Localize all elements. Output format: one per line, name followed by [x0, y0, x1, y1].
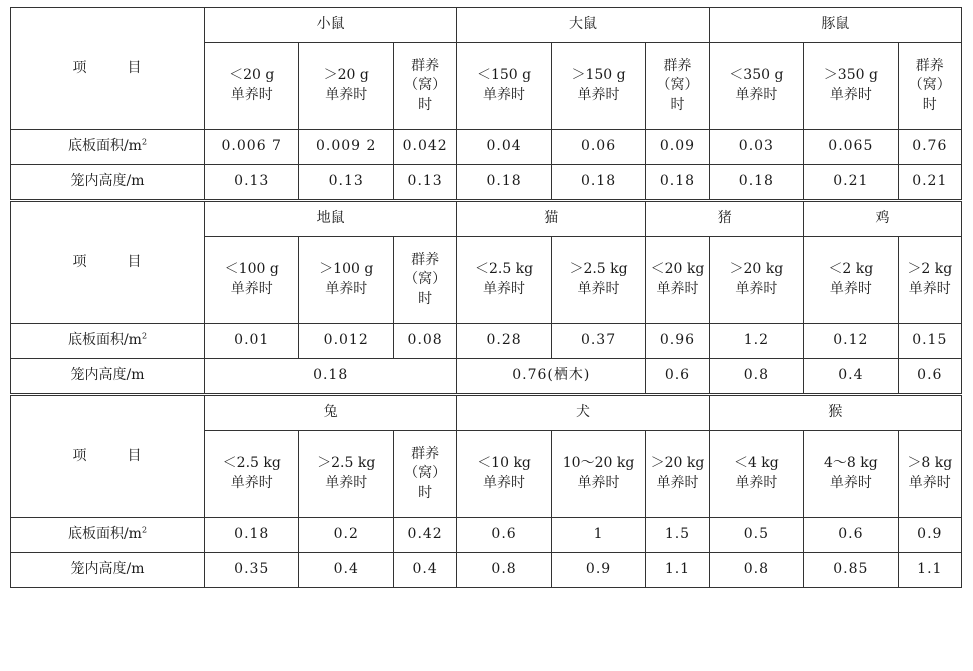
weight-class-line: 群养 [411, 445, 440, 462]
cage-height-value: 0.35 [205, 553, 299, 588]
floor-area-value: 0.065 [804, 130, 898, 165]
cage-height-value: 0.21 [898, 165, 961, 201]
floor-area-value: 0.01 [205, 324, 299, 359]
cage-height-value: 0.21 [804, 165, 898, 201]
item-label-cell [11, 201, 205, 324]
weight-class-line: ＞8 kg [907, 455, 953, 472]
weight-class-line: 单养时 [735, 475, 778, 491]
weight-class-line: 群养 [915, 57, 944, 74]
floor-area-label-text: 底板面积/m [67, 138, 142, 155]
floor-area-label [11, 518, 205, 553]
weight-class-line: 单养时 [325, 281, 368, 297]
floor-area-row [11, 518, 962, 553]
weight-class-line: ＜20 g [229, 67, 275, 84]
floor-area-value: 0.6 [457, 518, 551, 553]
weight-class-header [205, 237, 299, 324]
weight-class-line: 单养时 [829, 475, 872, 491]
floor-area-value: 0.37 [551, 324, 645, 359]
weight-class-header [898, 431, 961, 518]
cage-height-value: 1.1 [898, 553, 961, 588]
floor-area-label [11, 130, 205, 165]
weight-class-line: 单养时 [829, 87, 872, 103]
weight-class-line: 单养时 [230, 475, 273, 491]
cage-size-table [10, 7, 962, 588]
floor-area-row [11, 130, 962, 165]
weight-class-line: ＞350 g [823, 67, 878, 84]
cage-height-row [11, 359, 962, 395]
cage-height-label: 笼内高度/m [11, 553, 205, 588]
weight-class-line: ＞20 kg [729, 261, 784, 278]
weight-class-header [709, 43, 803, 130]
floor-area-label [11, 324, 205, 359]
weight-class-header [393, 431, 456, 518]
cage-height-value: 0.8 [709, 553, 803, 588]
weight-class-line: 单养时 [735, 281, 778, 297]
weight-class-line: 单养时 [656, 475, 699, 491]
floor-area-value: 0.28 [457, 324, 551, 359]
floor-area-value: 0.76 [898, 130, 961, 165]
weight-class-line: （窝） [404, 77, 447, 94]
animal-group-header: 小鼠 [205, 8, 457, 43]
weight-class-header [551, 237, 645, 324]
weight-class-line: 单养时 [325, 475, 368, 491]
weight-class-line: 单养时 [577, 87, 620, 103]
weight-class-header [393, 43, 456, 130]
item-label-cell [11, 395, 205, 518]
weight-class-header [457, 43, 551, 130]
weight-class-header [551, 431, 645, 518]
weight-class-line: ＜2.5 kg [474, 261, 534, 278]
weight-class-line: 单养时 [230, 281, 273, 297]
weight-class-line: ＜10 kg [477, 455, 531, 472]
weight-class-line: 群养 [663, 57, 692, 74]
item-label-char: 项 [72, 447, 88, 464]
weight-class-line: 单养时 [577, 475, 620, 491]
cage-height-row [11, 165, 962, 201]
item-label-char: 目 [127, 447, 143, 464]
cage-size-table-sheet [10, 7, 962, 588]
floor-area-value: 1 [551, 518, 645, 553]
floor-area-value: 0.6 [804, 518, 898, 553]
cage-height-value: 0.4 [299, 553, 393, 588]
weight-class-line: 时 [670, 96, 685, 113]
animal-group-header: 犬 [457, 395, 709, 431]
cage-height-row [11, 553, 962, 588]
floor-area-value: 0.09 [646, 130, 709, 165]
cage-height-value: 0.4 [804, 359, 898, 395]
weight-class-line: ＜2 kg [828, 261, 874, 278]
cage-height-label: 笼内高度/m [11, 359, 205, 395]
floor-area-label-sup: 2 [141, 331, 148, 341]
weight-class-line: 时 [418, 484, 433, 501]
floor-area-value: 0.03 [709, 130, 803, 165]
weight-class-line: ＞2 kg [907, 261, 953, 278]
weight-class-line: （窝） [404, 465, 447, 482]
weight-class-header [299, 431, 393, 518]
cage-height-label: 笼内高度/m [11, 165, 205, 201]
weight-class-line: ＞20 kg [650, 455, 705, 472]
weight-class-line: 10～20 kg [562, 455, 635, 472]
weight-class-header [457, 431, 551, 518]
floor-area-row [11, 324, 962, 359]
weight-class-line: 时 [922, 96, 937, 113]
animal-group-header: 鸡 [804, 201, 962, 237]
floor-area-value: 0.12 [804, 324, 898, 359]
animal-group-header: 猪 [646, 201, 804, 237]
weight-class-line: 单养时 [230, 87, 273, 103]
weight-class-line: ＜350 g [729, 67, 784, 84]
section-header-row [11, 201, 962, 237]
weight-class-header [804, 43, 898, 130]
floor-area-value: 0.2 [299, 518, 393, 553]
cage-height-value: 0.4 [393, 553, 456, 588]
cage-height-value: 0.18 [646, 165, 709, 201]
cage-height-value: 0.76(栖木) [457, 359, 646, 395]
weight-class-header [646, 43, 709, 130]
weight-class-line: ＜2.5 kg [222, 455, 281, 472]
weight-class-line: ＜100 g [224, 261, 279, 278]
floor-area-value: 0.06 [551, 130, 645, 165]
floor-area-value: 0.18 [205, 518, 299, 553]
weight-class-header [804, 431, 898, 518]
floor-area-label-text: 底板面积/m [67, 332, 142, 349]
weight-class-line: 群养 [411, 57, 440, 74]
floor-area-value: 0.009 2 [299, 130, 393, 165]
floor-area-value: 0.006 7 [205, 130, 299, 165]
weight-class-header [804, 237, 898, 324]
animal-group-header: 猴 [709, 395, 961, 431]
item-label-char: 项 [72, 253, 88, 270]
cage-height-value: 1.1 [646, 553, 709, 588]
cage-height-value: 0.13 [205, 165, 299, 201]
cage-height-value: 0.6 [646, 359, 709, 395]
floor-area-value: 0.08 [393, 324, 456, 359]
weight-class-line: ＞150 g [571, 67, 626, 84]
weight-class-header [205, 431, 299, 518]
floor-area-label-sup: 2 [141, 525, 148, 535]
animal-group-header: 大鼠 [457, 8, 709, 43]
weight-class-line: 单养时 [325, 87, 368, 103]
item-label-char: 目 [127, 253, 143, 270]
weight-class-line: 群养 [411, 251, 440, 268]
floor-area-value: 0.5 [709, 518, 803, 553]
weight-class-line: 单养时 [483, 87, 526, 103]
floor-area-value: 0.96 [646, 324, 709, 359]
weight-class-line: ＜4 kg [733, 455, 779, 472]
item-label-cell [11, 8, 205, 130]
animal-group-header: 地鼠 [205, 201, 457, 237]
weight-class-header [709, 237, 803, 324]
section-header-row [11, 8, 962, 43]
animal-group-header: 猫 [457, 201, 646, 237]
weight-class-line: 单养时 [829, 281, 872, 297]
cage-height-value: 0.18 [551, 165, 645, 201]
floor-area-value: 0.42 [393, 518, 456, 553]
cage-height-value: 0.8 [709, 359, 803, 395]
floor-area-label-sup: 2 [141, 137, 148, 147]
weight-class-header [709, 431, 803, 518]
floor-area-value: 0.04 [457, 130, 551, 165]
weight-class-line: （窝） [908, 77, 951, 94]
animal-group-header: 豚鼠 [709, 8, 961, 43]
floor-area-value: 0.012 [299, 324, 393, 359]
weight-class-line: 时 [418, 290, 433, 307]
weight-class-line: 时 [418, 96, 433, 113]
floor-area-value: 0.15 [898, 324, 961, 359]
weight-class-header [898, 237, 961, 324]
floor-area-label-text: 底板面积/m [67, 526, 142, 543]
cage-height-value: 0.13 [393, 165, 456, 201]
weight-class-line: 单养时 [908, 281, 951, 297]
weight-class-header [646, 237, 709, 324]
weight-class-line: 单养时 [908, 475, 951, 491]
weight-class-header [299, 43, 393, 130]
weight-class-line: 单养时 [577, 281, 620, 297]
cage-height-value: 0.13 [299, 165, 393, 201]
weight-class-line: 4～8 kg [823, 455, 878, 472]
animal-group-header: 兔 [205, 395, 457, 431]
weight-class-line: ＞100 g [319, 261, 374, 278]
weight-class-line: ＜150 g [476, 67, 532, 84]
weight-class-header [898, 43, 961, 130]
weight-class-line: 单养时 [483, 475, 526, 491]
cage-height-value: 0.85 [804, 553, 898, 588]
floor-area-value: 0.9 [898, 518, 961, 553]
cage-height-value: 0.8 [457, 553, 551, 588]
cage-height-value: 0.6 [898, 359, 961, 395]
cage-height-value: 0.18 [457, 165, 551, 201]
weight-class-header [205, 43, 299, 130]
item-label-char: 目 [127, 59, 143, 76]
weight-class-line: 单养时 [483, 281, 526, 297]
weight-class-line: ＜20 kg [650, 261, 705, 278]
item-label-char: 项 [72, 59, 88, 76]
floor-area-value: 1.5 [646, 518, 709, 553]
weight-class-header [551, 43, 645, 130]
floor-area-value: 1.2 [709, 324, 803, 359]
cage-height-value: 0.18 [205, 359, 457, 395]
cage-height-value: 0.18 [709, 165, 803, 201]
weight-class-line: ＞2.5 kg [569, 261, 628, 278]
weight-class-header [393, 237, 456, 324]
section-header-row [11, 395, 962, 431]
weight-class-header [299, 237, 393, 324]
weight-class-header [646, 431, 709, 518]
weight-class-line: ＞20 g [323, 67, 369, 84]
weight-class-line: 单养时 [735, 87, 778, 103]
weight-class-line: （窝） [404, 271, 447, 288]
weight-class-header [457, 237, 551, 324]
cage-height-value: 0.9 [551, 553, 645, 588]
floor-area-value: 0.042 [393, 130, 456, 165]
weight-class-line: 单养时 [656, 281, 699, 297]
weight-class-line: ＞2.5 kg [317, 455, 376, 472]
weight-class-line: （窝） [656, 77, 699, 94]
